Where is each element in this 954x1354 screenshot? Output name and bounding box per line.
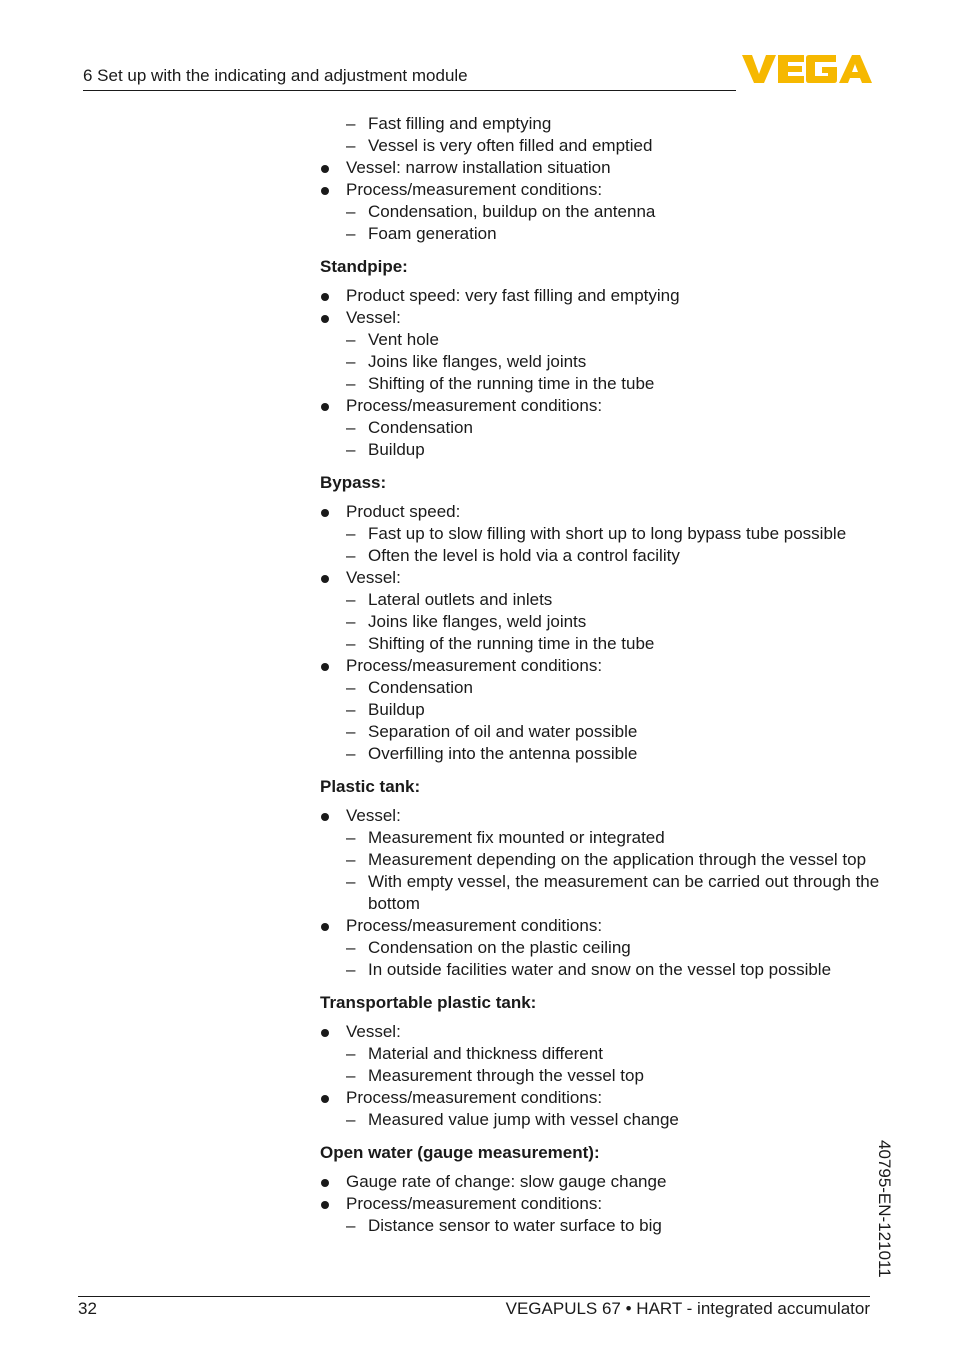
bullet-item: Process/measurement conditions: [320, 1087, 890, 1109]
list-item: – Buildup [320, 439, 890, 461]
bullet-item: Vessel: [320, 805, 890, 827]
page-number: 32 [78, 1299, 97, 1318]
page-header-title: 6 Set up with the indicating and adjustment module [83, 66, 468, 85]
list-item: – Joins like flanges, weld joints [320, 611, 890, 633]
list-item: – Distance sensor to water surface to big [320, 1215, 890, 1237]
list-item: – Fast up to slow filling with short up to long bypass tube possible [320, 523, 890, 545]
list-item: – Separation of oil and water possible [320, 721, 890, 743]
list-item: – Buildup [320, 699, 890, 721]
list-item: – Measurement fix mounted or integrated [320, 827, 890, 849]
bullet-item: Process/measurement conditions: [320, 655, 890, 677]
footer-doc-title: VEGAPULS 67 • HART - integrated accumulator [505, 1299, 870, 1318]
list-item: – Vessel is very often filled and emptied [320, 135, 890, 157]
vega-logo [742, 52, 872, 84]
section-heading-standpipe: Standpipe: [320, 257, 408, 276]
section-heading-bypass: Bypass: [320, 473, 387, 492]
list-item: – Measured value jump with vessel change [320, 1109, 890, 1131]
list-item: – In outside facilities water and snow on the vessel top possible [320, 959, 890, 981]
bullet-item: Vessel: [320, 307, 890, 329]
section-heading-plastic-tank: Plastic tank: [320, 777, 421, 796]
header-divider [83, 90, 736, 91]
list-item: – Foam generation [320, 223, 890, 245]
document-code: 40795-EN-121011 [875, 1140, 894, 1278]
bullet-item: Process/measurement conditions: [320, 395, 890, 417]
bullet-item: Process/measurement conditions: [320, 915, 890, 937]
section-heading-open-water: Open water (gauge measurement): [320, 1143, 600, 1162]
list-item: – Material and thickness different [320, 1043, 890, 1065]
bullet-item: Vessel: narrow installation situation [320, 157, 890, 179]
bullet-item: Vessel: [320, 567, 890, 589]
list-item: – Joins like flanges, weld joints [320, 351, 890, 373]
bullet-item: Product speed: very fast filling and emptying [320, 285, 890, 307]
list-item: – Condensation [320, 417, 890, 439]
list-item: – Often the level is hold via a control facility [320, 545, 890, 567]
list-item: – Condensation on the plastic ceiling [320, 937, 890, 959]
bullet-item: Gauge rate of change: slow gauge change [320, 1171, 890, 1193]
list-item: – Shifting of the running time in the tube [320, 633, 890, 655]
list-item: – Lateral outlets and inlets [320, 589, 890, 611]
list-item: – Measurement through the vessel top [320, 1065, 890, 1087]
section-heading-transportable-tank: Transportable plastic tank: [320, 993, 537, 1012]
bullet-item: Vessel: [320, 1021, 890, 1043]
bullet-item: Product speed: [320, 501, 890, 523]
list-item: – Vent hole [320, 329, 890, 351]
list-item: – Overfilling into the antenna possible [320, 743, 890, 765]
footer-divider [78, 1296, 870, 1297]
main-content [320, 113, 890, 1237]
list-item: – Condensation [320, 677, 890, 699]
list-item: – Condensation, buildup on the antenna [320, 201, 890, 223]
list-item: – Shifting of the running time in the tube [320, 373, 890, 395]
list-item: – Fast filling and emptying [320, 113, 890, 135]
bullet-item: Process/measurement conditions: [320, 1193, 890, 1215]
list-item: – With empty vessel, the measurement can be carried out through the bottom [320, 871, 890, 915]
bullet-item: Process/measurement conditions: [320, 179, 890, 201]
list-item: – Measurement depending on the application through the vessel top [320, 849, 890, 871]
